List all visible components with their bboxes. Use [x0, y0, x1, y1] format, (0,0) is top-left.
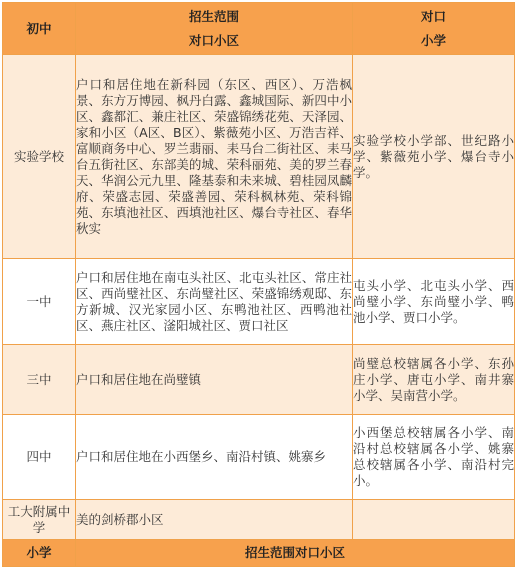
enrollment-table: [2, 2, 515, 567]
school-name: 三中: [3, 345, 76, 415]
table-row: [3, 259, 515, 345]
table-row: [3, 500, 515, 540]
school-name: 工大附属中学: [3, 500, 76, 540]
header-range-line2: 对口小区: [188, 32, 239, 48]
header-school: 初中: [3, 3, 76, 55]
primary-schools: 实验学校小学部、世纪路小学、紫薇苑小学、爆台寺小学。: [353, 55, 515, 259]
primary-schools: [353, 500, 515, 540]
header-primary-line2: 小学: [420, 32, 446, 48]
school-name: 实验学校: [3, 55, 76, 259]
enrollment-range: 户口和居住地在小西堡乡、南沿村镇、姚寨乡: [76, 415, 353, 500]
enrollment-range: 户口和居住地在南屯头社区、北屯头社区、常庄社区、西尚璧社区、东尚璧社区、荣盛锦绣观邸、东方新城、汉光家园小区、东鸭池社区、西鸭池社区、燕庄社区、滏阳城社区、贾口社区: [76, 259, 353, 345]
footer-school: 小学: [3, 540, 76, 567]
header-primary: [353, 3, 515, 55]
table-header-row: [3, 3, 515, 55]
header-range: [76, 3, 353, 55]
enrollment-range: 户口和居住地在新科园（东区、西区）、万浩枫景、东方万博园、枫丹白露、鑫城国际、新四中小区、鑫都汇、兼庄社区、荣盛锦绣花苑、天泽园、家和小区（A区、B区）、紫薇苑小区、万浩吉祥、富顺商务中心、罗兰翡丽、耒马台二街社区、耒马台五街社区、东部美的城、荣科丽苑、美的罗兰春天、华润公元九里、隆基泰和未来城、碧桂园凤麟府、荣盛志园、荣盛善园、荣科枫林苑、荣科锦苑、东填池社区、西填池社区、爆台寺社区、春华秋实: [76, 55, 353, 259]
header-primary-line1: 对口: [420, 8, 446, 24]
table-row: [3, 415, 515, 500]
school-name: 四中: [3, 415, 76, 500]
enrollment-range: 户口和居住地在尚璧镇: [76, 345, 353, 415]
school-name: 一中: [3, 259, 76, 345]
footer-range: 招生范围对口小区: [76, 540, 515, 567]
table-footer-row: [3, 540, 515, 567]
primary-schools: 尚璧总校辖属各小学、东孙庄小学、唐屯小学、南井寨小学、吴南营小学。: [353, 345, 515, 415]
table-row: [3, 55, 515, 259]
header-range-line1: 招生范围: [188, 8, 239, 24]
primary-schools: 屯头小学、北屯头小学、西尚璧小学、东尚璧小学、鸭池小学、贾口小学。: [353, 259, 515, 345]
table-row: [3, 345, 515, 415]
enrollment-range: 美的剑桥郡小区: [76, 500, 353, 540]
primary-schools: 小西堡总校辖属各小学、南沿村总校辖属各小学、姚寨总校辖属各小学、南沿村完小。: [353, 415, 515, 500]
